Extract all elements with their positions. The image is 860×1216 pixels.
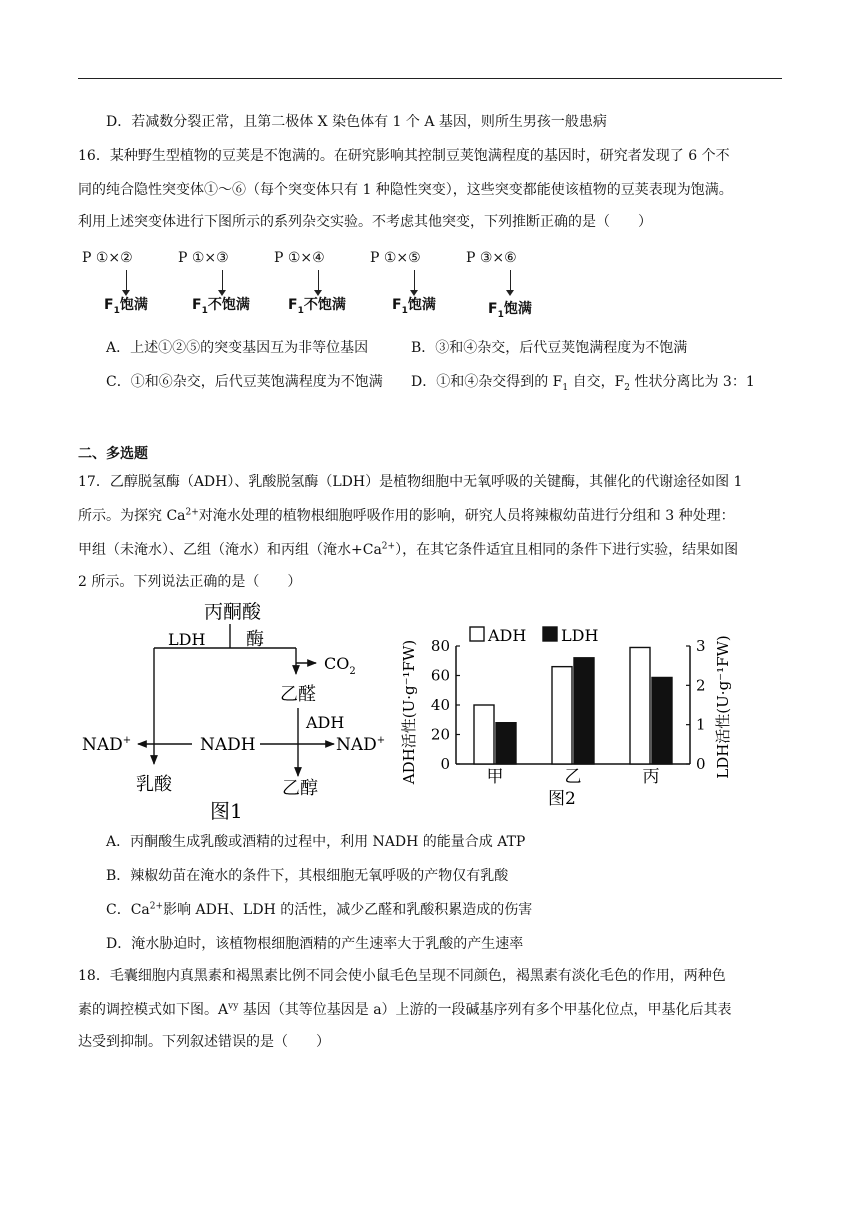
q17-option-d: D．淹水胁迫时，该植物根细胞酒精的产生速率大于乳酸的产生速率 — [106, 936, 524, 952]
y-axis-left-label: ADH活性(U·g⁻¹FW) — [400, 639, 418, 785]
y-tick-label-left: 40 — [430, 696, 450, 714]
pathway-diagram — [78, 598, 398, 824]
cross-parents: P ③×⑥ — [466, 250, 517, 266]
bar-adh — [474, 705, 494, 764]
nad-right-label: NAD+ — [336, 735, 386, 755]
q16-stem-line1: 16．某种野生型植物的豆荚是不饱满的。在研究影响其控制豆荚饱满程度的基因时，研究者发现了 6 个不 — [78, 148, 730, 164]
q17-option-a: A．丙酮酸生成乳酸或酒精的过程中，利用 NADH 的能量合成 ATP — [106, 834, 526, 850]
q18-stem-line2: 素的调控模式如下图。$A^{vy}$ 基因（其等位基因是 a）上游的一段碱基序列有多个甲基化位点，甲基化后其表 — [78, 1001, 732, 1018]
section-title: 二、多选题 — [78, 446, 148, 462]
q18-stem-line1: 18．毛囊细胞内真黑素和褐黑素比例不同会使小鼠毛色呈现不同颜色，褐黑素有淡化毛色的作用，两种色 — [78, 968, 726, 984]
q16-option-a: A．上述①②⑤的突变基因互为非等位基因 — [106, 340, 369, 356]
cross-3 — [274, 250, 364, 320]
cross-f1: $F_1$饱满 — [392, 297, 436, 316]
legend-label-ldh: LDH — [561, 626, 599, 645]
down-arrow-icon — [126, 270, 127, 292]
ldh-label: LDH — [168, 630, 206, 649]
bar-ldh — [496, 723, 516, 764]
y-tick-label-right: 1 — [696, 715, 706, 734]
q17-option-b: B．辣椒幼苗在淹水的条件下，其根细胞无氧呼吸的产物仅有乳酸 — [106, 868, 509, 884]
cross-f1: $F_1$饱满 — [488, 301, 532, 320]
cross-f1: $F_1$不饱满 — [192, 297, 250, 316]
bar-ldh — [652, 677, 672, 764]
figure2-caption: 图2 — [548, 789, 576, 809]
nadh-label: NADH — [200, 735, 256, 755]
activity-bar-chart — [398, 612, 748, 812]
y-axis-right-label: LDH活性(U·g⁻¹FW) — [714, 635, 732, 779]
enzyme-label: 酶 — [246, 629, 264, 650]
y-tick-label-right: 3 — [696, 637, 706, 655]
q16-stem-line2: 同的纯合隐性突变体①～⑥（每个突变体只有 1 种隐性突变），这些突变都能使该植物的豆荚表现为饱满。 — [78, 182, 733, 198]
q17-option-c: C．$Ca^{2+}$影响 ADH、LDH 的活性，减少乙醛和乳酸积累造成的伤害 — [106, 901, 533, 918]
pyruvate-label: 丙酮酸 — [204, 601, 262, 623]
bar-ldh — [574, 658, 594, 764]
cross-f1: $F_1$饱满 — [104, 297, 148, 316]
y-tick-label-left: 80 — [430, 637, 450, 655]
y-tick-label-left: 20 — [430, 725, 450, 744]
y-tick-label-left: 0 — [440, 755, 450, 773]
bar-adh — [630, 647, 650, 764]
adh-label: ADH — [306, 713, 345, 732]
co2-label: $CO_2$ — [324, 654, 356, 677]
x-tick-label: 丙 — [642, 767, 660, 787]
q18-stem-line3: 达受到抑制。下列叙述错误的是（ ） — [78, 1034, 330, 1050]
x-tick-label: 乙 — [564, 767, 582, 787]
q17-stem-line1: 17．乙醇脱氢酶（ADH）、乳酸脱氢酶（LDH）是植物细胞中无氧呼吸的关键酶，其催化的代谢途径如图 1 — [78, 474, 743, 490]
lactate-label: 乳酸 — [136, 774, 172, 795]
cross-1 — [82, 250, 172, 320]
q17-stem-line3: 甲组（未淹水）、乙组（淹水）和丙组（淹水$+Ca^{2+}$），在其它条件适宜且相同的条件下进行实验，结果如图 — [78, 541, 739, 558]
cross-f1: $F_1$不饱满 — [288, 297, 346, 316]
x-tick-label: 甲 — [486, 767, 504, 787]
down-arrow-icon — [318, 270, 319, 292]
q16-stem-line3: 利用上述突变体进行下图所示的系列杂交实验。不考虑其他突变，下列推断正确的是（ ） — [78, 214, 652, 230]
y-tick-label-right: 0 — [696, 755, 706, 773]
y-tick-label-right: 2 — [696, 676, 706, 695]
cross-2 — [178, 250, 268, 320]
bar-adh — [552, 667, 572, 764]
header-rule — [78, 78, 782, 79]
cross-5 — [466, 250, 556, 320]
acetaldehyde-label: 乙醛 — [280, 684, 316, 705]
q16-option-d: D．①和④杂交得到的 $F_1$ 自交，$F_2$ 性状分离比为 3：1 — [411, 374, 755, 393]
cross-parents: P ①×⑤ — [370, 250, 421, 266]
down-arrow-icon — [414, 270, 415, 292]
q17-stem-line2: 所示。为探究 $Ca^{2+}$对淹水处理的植物根细胞呼吸作用的影响，研究人员将辣椒幼苗进行分组和 3 种处理： — [78, 507, 735, 524]
down-arrow-icon — [510, 270, 511, 292]
q15-option-d: D．若减数分裂正常，且第二极体 X 染色体有 1 个 A 基因，则所生男孩一般患病 — [106, 114, 607, 130]
figure1-caption: 图1 — [210, 799, 243, 823]
cross-parents: P ①×④ — [274, 250, 325, 266]
ethanol-label: 乙醇 — [282, 778, 318, 799]
q17-stem-line4: 2 所示。下列说法正确的是（ ） — [78, 574, 302, 590]
legend-label-adh: ADH — [488, 626, 527, 645]
cross-4 — [370, 250, 460, 320]
legend-swatch-adh — [470, 627, 484, 641]
q16-option-c: C．①和⑥杂交，后代豆荚饱满程度为不饱满 — [106, 374, 383, 390]
cross-parents: P ①×③ — [178, 250, 229, 266]
y-tick-label-left: 60 — [430, 666, 450, 685]
nad-left-label: NAD+ — [82, 735, 132, 755]
down-arrow-icon — [222, 270, 223, 292]
cross-parents: P ①×② — [82, 250, 133, 266]
q16-option-b: B．③和④杂交，后代豆荚饱满程度为不饱满 — [411, 340, 688, 356]
legend-swatch-ldh — [543, 627, 557, 641]
